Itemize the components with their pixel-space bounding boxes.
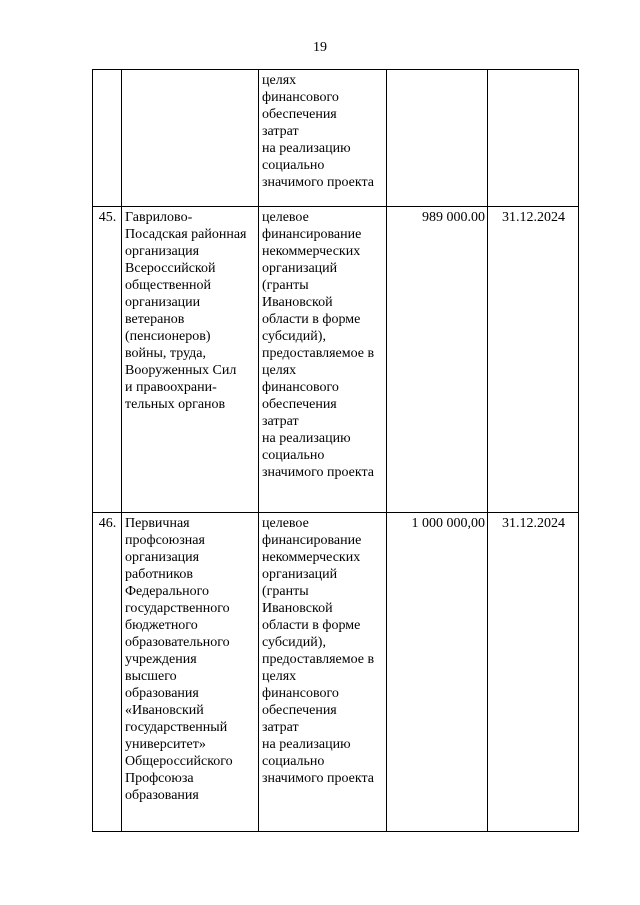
purpose-line: обеспечения — [262, 107, 337, 122]
purpose-line: организаций — [262, 567, 338, 582]
purpose-line: затрат — [262, 720, 299, 735]
organization-line: профсоюзная — [125, 533, 205, 548]
organization-cell — [122, 207, 259, 513]
table-row — [93, 513, 579, 832]
organization-line: «Ивановский — [125, 703, 204, 718]
purpose-line: субсидий), — [262, 329, 326, 344]
date-cell: 31.12.2024 — [488, 207, 579, 513]
purpose-line: области в форме — [262, 618, 361, 633]
purpose-line: предоставляемое в — [262, 652, 375, 667]
organization-line: войны, труда, — [125, 346, 206, 361]
organization-line: тельных органов — [125, 397, 226, 412]
table-row — [93, 70, 579, 207]
organization-line: высшего — [125, 669, 177, 684]
purpose-line: социально — [262, 158, 325, 173]
purpose-line: на реализацию — [262, 431, 351, 446]
organization-line: Федерального — [125, 584, 210, 599]
purpose-line: предоставляемое в — [262, 346, 375, 361]
purpose-line: значимого проекта — [262, 465, 374, 480]
purpose-line: финансового — [262, 686, 339, 701]
purpose-line: значимого проекта — [262, 771, 374, 786]
organization-line: Первичная — [125, 516, 190, 531]
organization-line: ветеранов — [125, 312, 185, 327]
purpose-line: (гранты — [262, 278, 309, 293]
purpose-line: затрат — [262, 124, 299, 139]
organization-cell — [122, 70, 259, 207]
organization-line: организации — [125, 295, 201, 310]
purpose-line: социально — [262, 448, 325, 463]
purpose-line: целях — [262, 73, 297, 88]
purpose-cell — [259, 70, 387, 207]
purpose-line: целях — [262, 363, 297, 378]
organization-line: Гаврилово- — [125, 210, 193, 225]
organization-line: образования — [125, 686, 199, 701]
organization-line: Посадская районная — [125, 227, 247, 242]
purpose-line: на реализацию — [262, 141, 351, 156]
organization-line: образовательного — [125, 635, 230, 650]
organization-line: Всероссийской — [125, 261, 216, 276]
date-cell: 31.12.2024 — [488, 513, 579, 832]
purpose-line: финансирование — [262, 533, 362, 548]
purpose-line: организаций — [262, 261, 338, 276]
purpose-line: на реализацию — [262, 737, 351, 752]
purpose-line: целевое — [262, 516, 309, 531]
purpose-line: затрат — [262, 414, 299, 429]
amount-cell: 1 000 000,00 — [387, 513, 488, 832]
page-number: 19 — [313, 40, 327, 55]
amount-cell: 989 000.00 — [387, 207, 488, 513]
table-row — [93, 207, 579, 513]
organization-line: и правоохрани- — [125, 380, 217, 395]
amount-cell — [387, 70, 488, 207]
organization-line: образования — [125, 788, 199, 803]
organization-line: организация — [125, 550, 200, 565]
date-cell — [488, 70, 579, 207]
row-number-cell: 45. — [93, 207, 122, 513]
organization-line: государственного — [125, 601, 230, 616]
purpose-line: области в форме — [262, 312, 361, 327]
row-number-cell — [93, 70, 122, 207]
organization-cell — [122, 513, 259, 832]
row-number-cell: 46. — [93, 513, 122, 832]
purpose-line: обеспечения — [262, 397, 337, 412]
organization-line: Вооруженных Сил — [125, 363, 237, 378]
purpose-line: Ивановской — [262, 601, 333, 616]
purpose-line: некоммерческих — [262, 244, 361, 259]
purpose-line: субсидий), — [262, 635, 326, 650]
organization-line: (пенсионеров) — [125, 329, 211, 344]
purpose-line: финансового — [262, 380, 339, 395]
organization-line: Общероссийского — [125, 754, 233, 769]
organization-line: университет» — [125, 737, 206, 752]
purpose-line: целях — [262, 669, 297, 684]
purpose-line: Ивановской — [262, 295, 333, 310]
organization-line: работников — [125, 567, 193, 582]
organization-line: Профсоюза — [125, 771, 194, 786]
purpose-line: целевое — [262, 210, 309, 225]
grants-table-body — [93, 70, 579, 832]
purpose-line: социально — [262, 754, 325, 769]
purpose-line: (гранты — [262, 584, 309, 599]
purpose-line: значимого проекта — [262, 175, 374, 190]
organization-line: общественной — [125, 278, 212, 293]
grants-table — [92, 69, 579, 832]
organization-line: организация — [125, 244, 200, 259]
purpose-line: финансирование — [262, 227, 362, 242]
purpose-cell — [259, 207, 387, 513]
purpose-cell — [259, 513, 387, 832]
purpose-line: некоммерческих — [262, 550, 361, 565]
purpose-line: обеспечения — [262, 703, 337, 718]
organization-line: учреждения — [125, 652, 197, 667]
organization-line: бюджетного — [125, 618, 198, 633]
organization-line: государственный — [125, 720, 228, 735]
purpose-line: финансового — [262, 90, 339, 105]
